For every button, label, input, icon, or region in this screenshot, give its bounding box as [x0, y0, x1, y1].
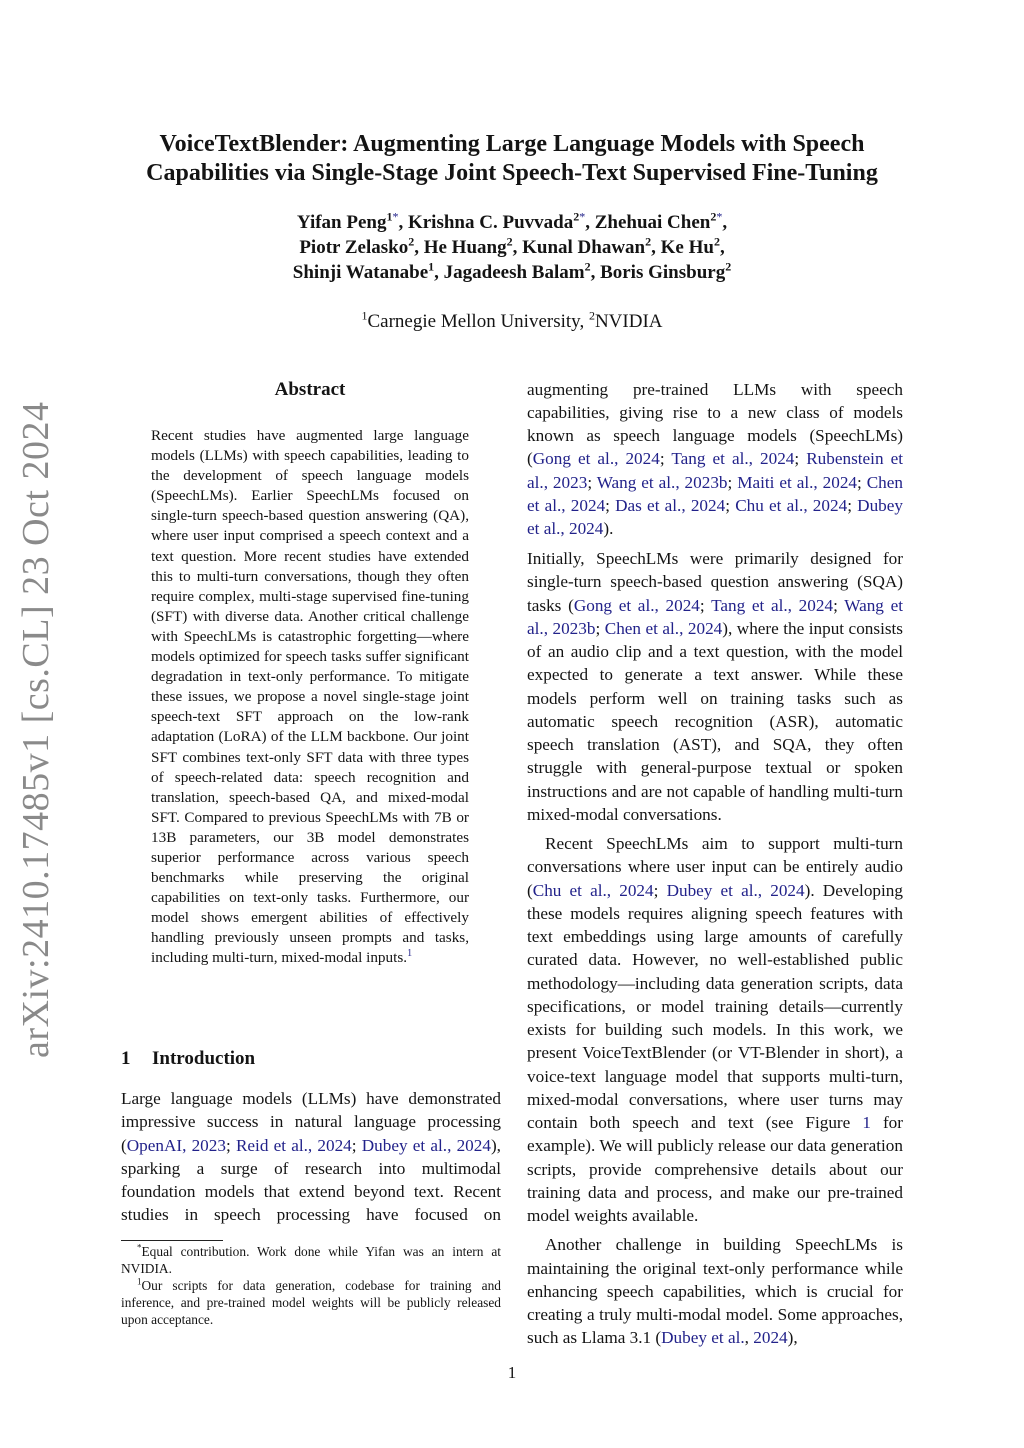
- affiliations: $^1$Carnegie Mellon University, $^2$NVIDIA: [361, 308, 663, 332]
- paragraph-text: Large language models (LLMs) have demonstrated impressive success in natural language processing (: [121, 1089, 501, 1155]
- footnote: [121, 1243, 501, 1277]
- paragraph-text: ).: [603, 519, 614, 538]
- paragraph-text: ;: [833, 595, 845, 615]
- equal-contribution-mark[interactable]: *: [716, 209, 723, 224]
- citation-link[interactable]: Tang et al., 2024: [671, 449, 795, 469]
- paragraph-text: ;: [587, 472, 597, 492]
- author-name: He Huang: [423, 237, 507, 258]
- page-number: 1: [507, 1363, 517, 1382]
- author-affiliation-mark: 2: [645, 234, 652, 249]
- footnote-divider: [121, 1240, 223, 1241]
- right-column: [527, 378, 903, 1350]
- paragraph-text: ). Developing these models requires aligning speech features with text embeddings using large amounts of carefully curated data. However, no well-established public methodology—including data generation scripts, data specifications, or model training details—currently exists for building such models. In this work, we present VoiceTextBlender (or VT-Blender in short), a voice-text language model that supports multi-turn, mixed-modal conversations, where user turns may contain both speech and text (see Figure: [527, 880, 903, 1132]
- citation-link[interactable]: Gong et al., 2024: [532, 449, 660, 469]
- abstract-body: [151, 426, 469, 969]
- author-name: Shinji Watanabe: [292, 262, 429, 283]
- author-affiliation-mark: 2: [573, 209, 580, 224]
- equal-contribution-mark[interactable]: *: [579, 209, 586, 224]
- paragraph-text: ;: [225, 1135, 236, 1155]
- author-name: Ke Hu: [660, 237, 714, 258]
- author-list: [100, 210, 924, 285]
- citation-link[interactable]: Reid et al., 2024: [235, 1135, 352, 1155]
- intro-paragraph-1-part-a: [121, 1087, 501, 1227]
- author-name: Yifan Peng: [296, 212, 387, 233]
- paragraph-text: Recent SpeechLMs aim to support multi-turn conversations where user input can be entirely audio (: [527, 834, 903, 900]
- section-heading-introduction: [121, 1046, 501, 1072]
- footnote-marker: *: [137, 1242, 142, 1253]
- citation-link[interactable]: Chen et al., 2024: [527, 472, 903, 515]
- affiliation-mark: 2: [588, 308, 595, 323]
- arxiv-identifier: arXiv:2410.17485v1 [cs.CL] 23 Oct 2024: [15, 401, 57, 1058]
- citation-link[interactable]: Dubey et al.: [661, 1328, 745, 1348]
- citation-link[interactable]: Das et al., 2024: [615, 495, 726, 515]
- paragraph-text: ;: [605, 495, 616, 515]
- paragraph-text: ,: [744, 1328, 754, 1348]
- citation-link[interactable]: OpenAI, 2023: [126, 1135, 226, 1155]
- section-number: 1: [121, 1048, 131, 1069]
- intro-paragraph-2: [527, 547, 903, 826]
- footnotes: [121, 1243, 501, 1328]
- paragraph-text: for example). We will publicly release our data generation scripts, provide comprehensive details about our training data and process, and make our pre-trained model weights available.: [527, 1113, 904, 1225]
- paper-title: [100, 130, 924, 188]
- intro-paragraph-3: [527, 832, 903, 1227]
- citation-link[interactable]: Chu et al., 2024: [532, 880, 654, 900]
- citation-link[interactable]: Maiti et al., 2024: [737, 472, 858, 492]
- author-affiliation-mark: 2: [713, 234, 720, 249]
- paragraph-text: ;: [727, 472, 738, 492]
- citation-link[interactable]: Tang et al., 2024: [711, 595, 834, 615]
- author-line: Piotr Zelasko$^2$, He Huang$^2$, Kunal Dhawan$^2$, Ke Hu$^2$,: [299, 234, 725, 258]
- paragraph-text: ;: [699, 595, 712, 615]
- author-name: Krishna C. Puvvada: [407, 212, 574, 233]
- footnote-text: Our scripts for data generation, codebase for training and inference, and pre-trained model weights will be publicly released upon acceptance.: [121, 1278, 501, 1327]
- paragraph-text: ;: [857, 472, 867, 492]
- paragraph-text: ;: [595, 618, 605, 638]
- citation-link[interactable]: Rubenstein et al., 2023: [527, 449, 903, 492]
- author-name: Kunal Dhawan: [522, 237, 646, 258]
- paragraph-text: ), where the input consists of an audio clip and a text question, with the model expected to generate a text answer. While these models perform well on training tasks such as automatic speech recognition (ASR), automatic speech translation (AST), and SQA, they often struggle with general-purpose textual or spoken instructions and are not capable of handling multi-turn mixed-modal conversations.: [527, 618, 903, 824]
- title-line-2: Capabilities via Single-Stage Joint Speech-Text Supervised Fine-Tuning: [146, 160, 878, 186]
- intro-paragraph-4: [527, 1233, 903, 1349]
- citation-link[interactable]: Chen et al., 2024: [604, 618, 723, 638]
- paragraph-text: ),: [787, 1328, 798, 1348]
- author-line: Shinji Watanabe$^1$, Jagadeesh Balam$^2$, Boris Ginsburg$^2$: [292, 259, 732, 283]
- author-name: Zhehuai Chen: [594, 212, 711, 233]
- paragraph-text: ;: [653, 880, 667, 900]
- author-line: Yifan Peng$^{1*}$, Krishna C. Puvvada$^{2*}$, Zhehuai Chen$^{2*}$,: [296, 209, 728, 233]
- author-affiliation-mark: 2: [710, 209, 717, 224]
- footnote: [121, 1277, 501, 1328]
- paragraph-text: ;: [659, 449, 672, 469]
- citation-link[interactable]: Dubey et al., 2024: [527, 495, 903, 538]
- citation-link[interactable]: 1: [862, 1113, 871, 1132]
- paragraph-text: ;: [847, 495, 858, 515]
- citation-link[interactable]: Wang et al., 2023b: [527, 595, 903, 638]
- affiliation-mark: 1: [361, 308, 368, 323]
- paragraph-text: Another challenge in building SpeechLMs is maintaining the original text-only performance while enhancing speech capabilities, which is crucial for creating a truly multi-modal model. Some approaches, such as Llama 3.1 (: [527, 1235, 903, 1348]
- abstract-text: Recent studies have augmented large language models (LLMs) with speech capabilities, leading to the development of speech language models (SpeechLMs). Earlier SpeechLMs focused on single-turn speech-based question answering (QA), where user input comprised a speech context and a text question. More recent studies have extended this to multi-turn conversations, though they often require complex, multi-stage supervised fine-tuning (SFT) with diverse data. Another critical challenge with SpeechLMs is catastrophic forgetting—where models optimized for speech tasks suffer significant degradation in text-only performance. To mitigate these issues, we propose a novel single-stage joint speech-text SFT approach on the low-rank adaptation (LoRA) of the LLM backbone. Our joint SFT combines text-only SFT data with three types of speech-related data: speech recognition and translation, speech-based QA, and mixed-modal SFT. Compared to previous SpeechLMs with 7B or 13B parameters, our 3B model demonstrates superior performance across various speech benchmarks while preserving the original capabilities on text-only tasks. Furthermore, our model shows emergent abilities of effectively handling previously unseen prompts and tasks, including multi-turn, mixed-modal inputs.: [151, 427, 469, 967]
- author-name: Piotr Zelasko: [299, 237, 409, 258]
- author-name: Jagadeesh Balam: [443, 262, 585, 283]
- citation-link[interactable]: Wang et al., 2023b: [596, 472, 728, 492]
- author-affiliation-mark: 1: [428, 259, 435, 274]
- section-title: Introduction: [152, 1048, 256, 1069]
- citation-link[interactable]: 2024: [753, 1328, 788, 1348]
- footnote-text: Equal contribution. Work done while Yifan was an intern at NVIDIA.: [121, 1244, 501, 1276]
- paragraph-text: Initially, SpeechLMs were primarily designed for single-turn speech-based question answering (SQA) tasks (: [527, 549, 903, 615]
- author-affiliation-mark: 2: [584, 259, 591, 274]
- citation-link[interactable]: Dubey et al., 2024: [361, 1135, 491, 1155]
- paragraph-text: augmenting pre-trained LLMs with speech capabilities, giving rise to a new class of models known as speech language models (SpeechLMs) (: [527, 379, 903, 469]
- paragraph-text: ), sparking a surge of research into multimodal foundation models that extend beyond text. Recent studies in speech processing have focused on: [121, 1135, 501, 1225]
- intro-paragraph-1-part-b: [527, 378, 903, 541]
- affiliation-name: Carnegie Mellon University: [367, 311, 580, 332]
- paragraph-text: ;: [351, 1135, 362, 1155]
- author-affiliation-mark: 2: [725, 259, 732, 274]
- paragraph-text: ;: [794, 449, 807, 469]
- footnote-mark[interactable]: 1: [407, 948, 413, 960]
- author-affiliation-mark: 1: [386, 209, 393, 224]
- abstract-heading: Abstract: [274, 379, 346, 400]
- citation-link[interactable]: Dubey et al., 2024: [666, 880, 805, 900]
- affiliation-name: NVIDIA: [594, 311, 663, 332]
- citation-link[interactable]: Chu et al., 2024: [735, 495, 848, 515]
- equal-contribution-mark[interactable]: *: [392, 209, 399, 224]
- title-line-1: VoiceTextBlender: Augmenting Large Language Models with Speech: [159, 131, 865, 157]
- citation-link[interactable]: Gong et al., 2024: [573, 595, 700, 615]
- author-affiliation-mark: 2: [408, 234, 415, 249]
- author-affiliation-mark: 2: [506, 234, 513, 249]
- paragraph-text: ;: [725, 495, 736, 515]
- footnote-marker: 1: [137, 1276, 142, 1287]
- author-name: Boris Ginsburg: [600, 262, 726, 283]
